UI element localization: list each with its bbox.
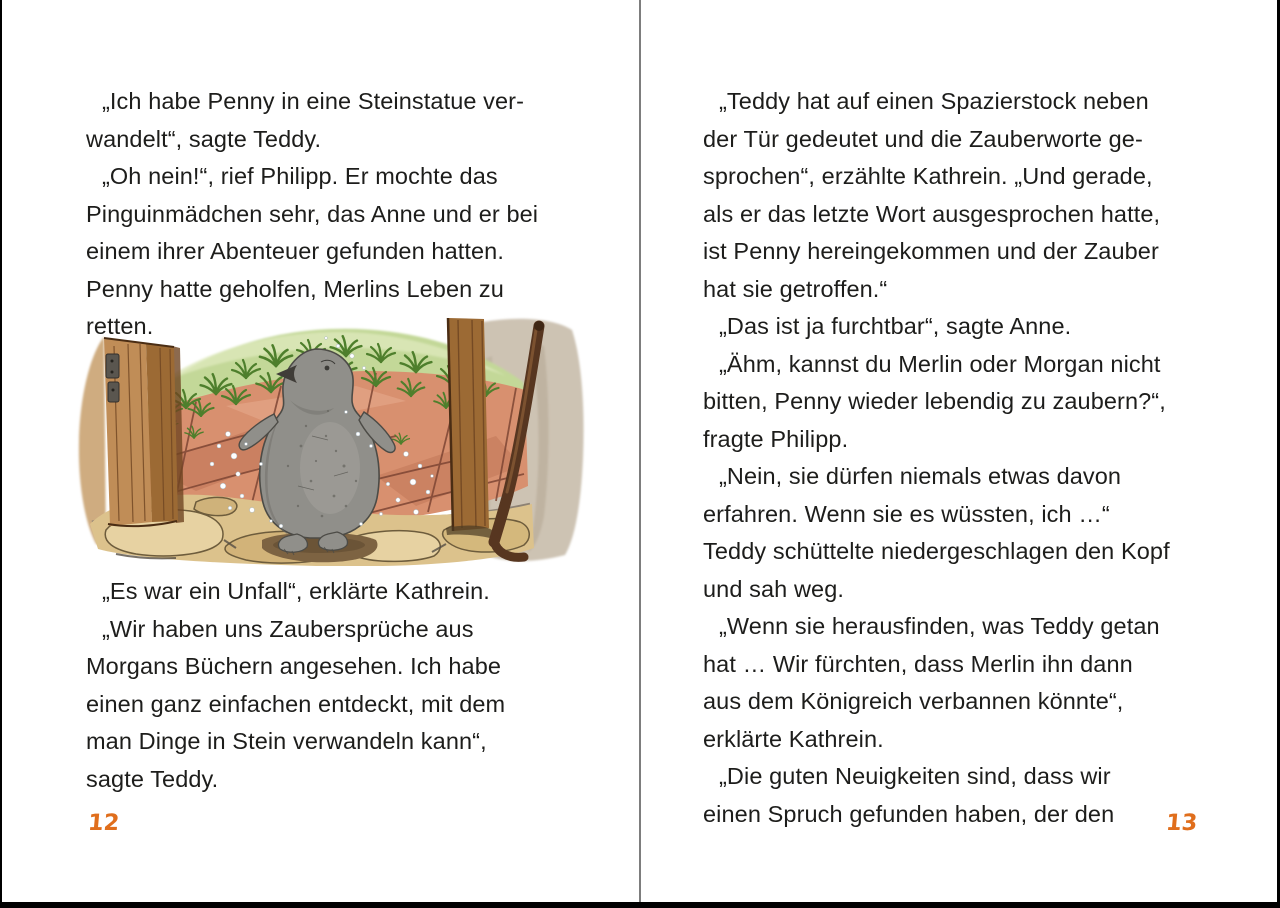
text-line: „Wir haben uns Zaubersprüche aus (102, 615, 474, 642)
text-line: der Tür gedeutet und die Zauberworte ge- (703, 125, 1143, 152)
text-line: „Teddy hat auf einen Spazierstock neben (719, 88, 1149, 114)
text-line: Penny hatte geholfen, Merlins Leben zu (86, 275, 504, 302)
door-hinge (106, 354, 119, 402)
left-page-text-bottom (86, 573, 601, 798)
page-divider (639, 0, 641, 902)
page-number-right: 13 (1164, 810, 1199, 836)
text-line: retten. (86, 313, 154, 339)
penguin-eye (325, 366, 330, 371)
text-line: „Die guten Neuigkeiten sind, dass wir (719, 763, 1111, 789)
text-line: Morgans Büchern angesehen. Ich habe (86, 653, 502, 679)
text-line: erfahren. Wenn sie es wüssten, ich …“ (703, 500, 1110, 527)
right-page-text (703, 83, 1215, 833)
screen-edge-left (0, 0, 2, 908)
text-line: man Dinge in Stein verwandeln kann“, (86, 728, 487, 754)
text-line: einen Spruch gefunden haben, der den (703, 800, 1115, 827)
text-line: bitten, Penny wieder lebendig zu zaubern?“, (703, 388, 1166, 414)
text-line: und sah weg. (703, 575, 844, 602)
text-line: als er das letzte Wort ausgesprochen hatte, (703, 200, 1161, 227)
text-line: wandelt“, sagte Teddy. (86, 125, 322, 152)
text-line: fragte Philipp. (703, 425, 849, 452)
left-page-text-top (86, 83, 601, 346)
illustration-figure (76, 316, 586, 566)
text-line: aus dem Königreich verbannen könnte“, (703, 688, 1124, 714)
left-wall-wash (79, 336, 106, 546)
text-line: hat … Wir fürchten, dass Merlin ihn dann (703, 650, 1133, 677)
text-line: „Wenn sie herausfinden, was Teddy getan (719, 613, 1160, 639)
text-line: „Nein, sie dürfen niemals etwas davon (719, 463, 1122, 489)
text-line: ist Penny hereingekommen und der Zauber (703, 238, 1159, 264)
text-line: Pinguinmädchen sehr, das Anne und er bei (86, 200, 539, 227)
text-line: „Ähm, kannst du Merlin oder Morgan nicht (719, 350, 1161, 377)
text-line: einem ihrer Abenteuer gefunden hatten. (86, 238, 504, 264)
text-line: Teddy schüttelte niedergeschlagen den Kopf (703, 538, 1170, 564)
screen-edge-bottom (0, 902, 1280, 908)
wooden-door (104, 338, 184, 526)
text-line: „Ich habe Penny in eine Steinstatue ver- (102, 88, 525, 114)
text-line: „Es war ein Unfall“, erklärte Kathrein. (102, 578, 490, 604)
text-line: „Das ist ja furchtbar“, sagte Anne. (719, 313, 1072, 339)
text-line: sagte Teddy. (86, 765, 219, 792)
text-line: einen ganz einfachen entdeckt, mit dem (86, 690, 506, 717)
text-line: erklärte Kathrein. (703, 725, 884, 752)
page-number-left: 12 (86, 810, 121, 836)
text-line: hat sie getroffen.“ (703, 275, 888, 302)
penguin-illustration (76, 316, 586, 566)
text-line: sprochen“, erzählte Kathrein. „Und gerade, (703, 163, 1153, 189)
text-line: „Oh nein!“, rief Philipp. Er mochte das (102, 163, 498, 189)
